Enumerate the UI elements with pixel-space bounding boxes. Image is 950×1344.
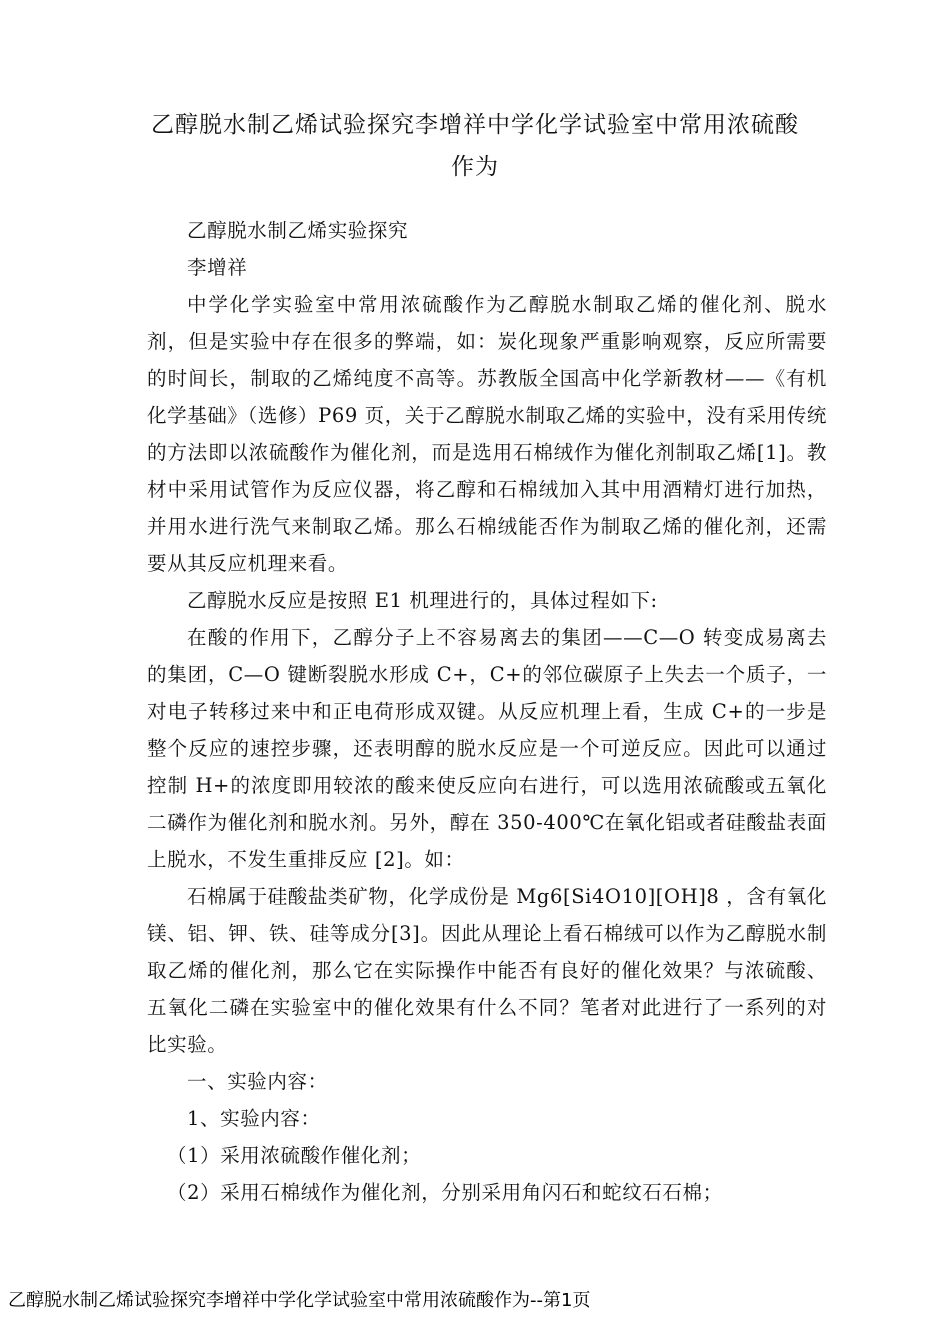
paragraph-intro: 中学化学实验室中常用浓硫酸作为乙醇脱水制取乙烯的催化剂、脱水剂，但是实验中存在很多的弊端，如：炭化现象严重影响观察，反应所需要的时间长，制取的乙烯纯度不高等。苏教版全国高中化学新教材——《有机化学基础》（选修）P69 页，关于乙醇脱水制取乙烯的实验中，没有采用传统的方法即以浓硫酸作为催化剂，而是选用石棉绒作为催化剂制取乙烯[1]。教材中采用试管作为反应仪器，将乙醇和石棉绒加入其中用酒精灯进行加热，并用水进行洗气来制取乙烯。那么石棉绒能否作为制取乙烯的催化剂，还需要从其反应机理来看。: [147, 293, 827, 575]
paragraph-mechanism-intro: 乙醇脱水反应是按照 E1 机理进行的，具体过程如下:: [187, 589, 658, 612]
section-heading: 一、实验内容：: [187, 1070, 328, 1093]
list-item: （2）采用石棉绒作为催化剂，分别采用角闪石和蛇纹石石棉；: [167, 1181, 723, 1204]
paragraph-mechanism: 在酸的作用下，乙醇分子上不容易离去的集团——C—O 转变成易离去的集团，C—O 键断裂脱水形成 C+，C+的邻位碳原子上失去一个质子，一对电子转移过来中和正电荷形成双键。从反应机理上看，生成 C+的一步是整个反应的速控步骤，还表明醇的脱水反应是一个可逆反应。因此可以通过控制 H+的浓度即用较浓的酸来使反应向右进行，可以选用浓硫酸或五氧化二磷作为催化剂和脱水剂。另外，醇在 350-400℃在氧化铝或者硅酸盐表面上脱水，不发生重排反应 [2]。如：: [147, 626, 827, 871]
paragraph-asbestos: 石棉属于硅酸盐类矿物，化学成份是 Mg6[Si4O10][OH]8 ，含有氧化镁、铝、钾、铁、硅等成分[3]。因此从理论上看石棉绒可以作为乙醇脱水制取乙烯的催化剂，那么它在实际操作中能否有良好的催化效果？与浓硫酸、五氧化二磷在实验室中的催化效果有什么不同？笔者对此进行了一系列的对比实验。: [147, 885, 827, 1056]
document-body: [147, 212, 827, 1211]
document-title-line2: 作为: [451, 154, 499, 180]
author-name: 李增祥: [187, 256, 248, 279]
list-item: （1）采用浓硫酸作催化剂；: [167, 1144, 422, 1167]
article-heading: 乙醇脱水制乙烯实验探究: [187, 219, 409, 242]
subsection-heading: 1、实验内容：: [187, 1107, 321, 1130]
page-footer: 乙醇脱水制乙烯试验探究李增祥中学化学试验室中常用浓硫酸作为--第1页: [8, 1290, 591, 1311]
document-title-line1: 乙醇脱水制乙烯试验探究李增祥中学化学试验室中常用浓硫酸: [151, 112, 799, 138]
